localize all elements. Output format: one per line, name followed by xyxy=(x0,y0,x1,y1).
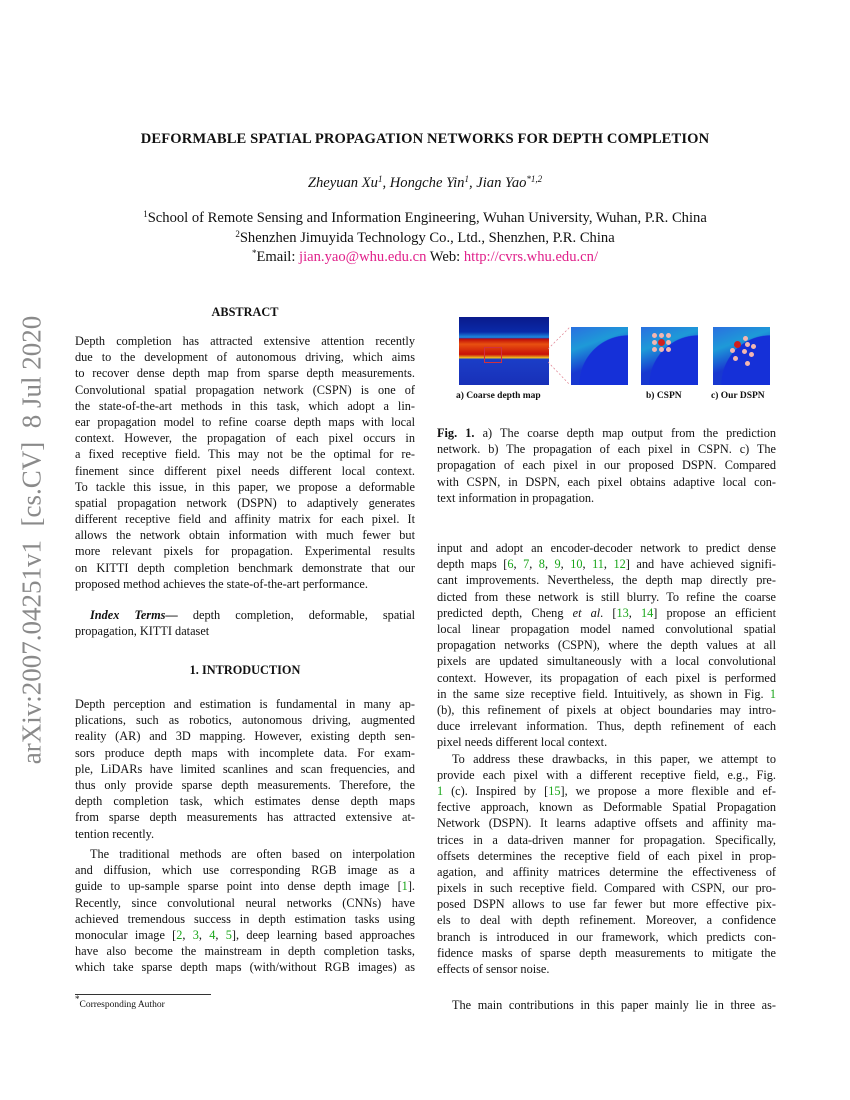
text-line: from sparse depth measurements has attracted extensive at- xyxy=(75,810,415,825)
affiliation-1 xyxy=(0,210,850,227)
citation-link[interactable]: 4 xyxy=(209,927,216,942)
body-paragraph-3 xyxy=(437,997,776,1013)
citation-link[interactable]: 14 xyxy=(640,605,654,620)
text-line: more relevant pixels for propagation. Experimental results xyxy=(75,544,415,559)
text-line: 1 (c). Inspired by [15], we propose a more flexible and ef- xyxy=(437,783,776,798)
text-line: branch is introduced in our framework, which predicts con- xyxy=(437,929,776,944)
separator: , xyxy=(468,175,477,191)
caption-line: propagation of each pixel in our proposed DSPN. Compared xyxy=(437,458,776,473)
caption-line xyxy=(437,425,776,441)
text-line: sors produce depth maps with incomplete data. For exam- xyxy=(75,745,415,760)
index-terms-line xyxy=(75,607,415,623)
body-paragraph-1 xyxy=(437,540,776,750)
text-line: pixels are updated simultaneously with a local convolutional xyxy=(437,654,776,669)
citation-link[interactable]: 15 xyxy=(548,783,561,798)
footnote-rule xyxy=(75,994,211,995)
affiliation-text: School of Remote Sensing and Information Engineering, Wuhan University, Wuhan, P.R. China xyxy=(147,210,707,226)
citation-link[interactable]: 7 xyxy=(523,557,530,572)
text-line: input and adopt an encoder-decoder network to predict dense xyxy=(437,541,776,555)
figure-caption xyxy=(437,425,776,506)
coarse-depth-map-image xyxy=(459,317,549,385)
text-line: ear propagation model to refine coarse depth maps with local xyxy=(75,414,415,429)
text-line: plications, such as robotics, autonomous driving, augmented xyxy=(75,713,415,728)
caption-line: with CSPN, in DSPN, each pixel obtains adaptive local con- xyxy=(437,474,776,489)
text-line: ple, LiDARs have limited scanlines and scan frequencies, and xyxy=(75,761,415,776)
text-line: have also become the mainstream in depth completion tasks, xyxy=(75,944,415,959)
contact-line xyxy=(0,249,850,266)
text-line: predicted depth, Cheng et al. [13, 14] propose an efficient xyxy=(437,605,776,620)
text-line: depth completion task, which estimates dense depth maps xyxy=(75,794,415,809)
index-terms-text: depth completion, deformable, spatial xyxy=(177,608,415,622)
footnote-mark: * xyxy=(75,994,80,1004)
dspn-crop-image xyxy=(713,327,770,385)
text-line: a fixed receptive field. This may not be the optimal for re- xyxy=(75,447,415,462)
figure-link[interactable]: 1 xyxy=(769,686,776,701)
cspn-crop-image xyxy=(641,327,698,385)
web-label: Web: xyxy=(426,249,464,265)
caption-text: a) The coarse depth map output from the prediction xyxy=(474,426,776,440)
text-line: fective approach, known as Deformable Spatial Propagation xyxy=(437,800,776,815)
citation-link[interactable]: 3 xyxy=(192,927,199,942)
text-line: pixel needs different local context. xyxy=(437,735,608,750)
abstract-body xyxy=(75,333,415,592)
text-line: context. However, its propagation of each pixel is performed xyxy=(437,670,776,685)
text-line: propagation networks (CSPN), where the depth values at all xyxy=(437,638,776,653)
web-link[interactable]: http://cvrs.whu.edu.cn/ xyxy=(463,249,599,265)
index-terms-line: propagation, KITTI dataset xyxy=(75,624,210,639)
citation-link[interactable]: 13 xyxy=(616,605,629,620)
affiliation-mark: 1 xyxy=(143,209,148,219)
citation-link[interactable]: 2 xyxy=(176,927,183,942)
affiliation-mark: 2 xyxy=(235,229,240,239)
intro-paragraph-2 xyxy=(75,846,415,976)
text-line: different receptive field and affinity matrix for each pixel. It xyxy=(75,512,415,527)
subfigure-caption-a: a) Coarse depth map xyxy=(456,391,541,401)
caption-line: network. b) The propagation of each pixel in CSPN. c) The xyxy=(437,442,776,457)
text-line: guide to up-sample sparse point into dense depth image [1]. xyxy=(75,879,415,894)
text-line: tention recently. xyxy=(75,826,155,841)
citation-link[interactable]: 6 xyxy=(507,557,514,572)
paper-title: DEFORMABLE SPATIAL PROPAGATION NETWORKS FOR DEPTH COMPLETION xyxy=(140,131,710,147)
text-line: Depth completion has attracted extensive attention recently xyxy=(75,334,415,348)
footnote-text: Corresponding Author xyxy=(79,1000,165,1010)
text-line: Depth perception and estimation is fundamental in many ap- xyxy=(75,697,415,711)
figure-link[interactable]: 1 xyxy=(437,783,444,798)
text-line: reality (AR) and 3D mapping. However, existing depth sen- xyxy=(75,729,415,744)
subfigure-caption-c: c) Our DSPN xyxy=(711,391,765,401)
text-line: in the same size receptive field. Intuitively, as shown in Fig. 1 xyxy=(437,686,776,701)
text-line: to recover dense depth map from sparse depth measurements. xyxy=(75,366,415,381)
text-line: monocular image [2, 3, 4, 5], deep learning based approaches xyxy=(75,927,415,942)
text-line: finement since different pixel needs different local context. xyxy=(75,463,415,478)
text-line: To tackle this issue, in this paper, we propose a deformable xyxy=(75,479,415,494)
text-line: To address these drawbacks, in this paper, we attempt to xyxy=(452,751,776,766)
text-line: The main contributions in this paper mainly lie in three as- xyxy=(452,998,776,1012)
caption-line: text information in propagation. xyxy=(437,490,595,505)
introduction-heading: 1. INTRODUCTION xyxy=(189,663,301,677)
text-line: dicted from these network is still blurry. To refine the coarse xyxy=(437,589,776,604)
text-line: achieved tremendous success in depth estimation tasks using xyxy=(75,911,415,926)
citation-link[interactable]: 9 xyxy=(554,557,561,572)
text-line: Convolutional spatial propagation network (CSPN) is one of xyxy=(75,382,415,397)
author: Jian Yao xyxy=(476,175,527,191)
author: Hongche Yin xyxy=(389,175,465,191)
author-affiliation-mark: *1,2 xyxy=(526,174,543,184)
zoom-region-box xyxy=(484,347,502,363)
text-line: Network (DSPN). It learns adaptive offsets and affinity ma- xyxy=(437,816,776,831)
text-line: which take sparse depth maps (with/without RGB images) as xyxy=(75,960,415,975)
zoom-lines xyxy=(548,317,572,387)
text-line: allows the network obtain information with much fewer but xyxy=(75,528,415,543)
separator: , xyxy=(382,175,390,191)
text-line: els to deal with depth refinement. Moreover, a confidence xyxy=(437,913,776,928)
text-line: Recently, since convolutional neural networks (CNNs) have xyxy=(75,895,415,910)
text-line: proposed method achieves the state-of-the-art performance. xyxy=(75,576,368,591)
text-line: (b), this refinement of pixels at object boundaries may intro- xyxy=(437,702,776,717)
text-line: duce irrelevant information. Thus, depth refinement of each xyxy=(437,719,776,734)
text-line: the state-of-the-art methods in this task, which adopt a lin- xyxy=(75,398,415,413)
text-line: pixels in such receptive field. Compared with CSPN, our pro- xyxy=(437,881,776,896)
text-line: context. However, the propagation of each pixel occurs in xyxy=(75,431,415,446)
text-line: cant improvements. Nevertheless, the depth map directly pre- xyxy=(437,573,776,588)
text-line: and diffusion, which use corresponding RGB image as a xyxy=(75,863,415,878)
text-line: agation, and affinity matrices determine the effectiveness of xyxy=(437,864,776,879)
text-line: effects of sensor noise. xyxy=(437,962,550,977)
subfigure-caption-b: b) CSPN xyxy=(646,391,682,401)
body-paragraph-2 xyxy=(437,751,776,978)
author-affiliation-mark: 1 xyxy=(464,174,469,184)
index-terms xyxy=(75,607,415,639)
citation-link[interactable]: 12 xyxy=(613,557,626,572)
citation-link[interactable]: 5 xyxy=(225,927,232,942)
text-line: due to the development of autonomous driving, which aims xyxy=(75,350,415,365)
text-line: fidence masks of sparse depth measurements to mitigate the xyxy=(437,945,776,960)
text-line: on KITTI depth completion benchmark demonstrate that our xyxy=(75,560,415,575)
citation-link[interactable]: 10 xyxy=(570,557,583,572)
email-link[interactable]: jian.yao@whu.edu.cn xyxy=(299,249,427,265)
affiliation-2 xyxy=(0,230,850,247)
arxiv-identifier: arXiv:2007.04251v1 [cs.CV] 8 Jul 2020 xyxy=(16,315,47,765)
citation-link[interactable]: 11 xyxy=(592,557,604,572)
text-line: posed DSPN allows to use far fewer but more effective pix- xyxy=(437,897,776,912)
author: Zheyuan Xu xyxy=(307,175,378,191)
text-line: spatial propagation network (DSPN) to adaptively generates xyxy=(75,495,415,510)
footnote xyxy=(75,994,165,1010)
zoomed-crop-image xyxy=(571,327,628,385)
text-line: provide each pixel with a different receptive field, e.g., Fig. xyxy=(437,767,776,782)
text-line: local linear propagation model named convolutional spatial xyxy=(437,621,776,636)
text-line: The traditional methods are often based on interpolation xyxy=(90,847,415,861)
contact-mark: * xyxy=(251,248,257,258)
text-line: trices in a data-driven manner for propagation. Specifically, xyxy=(437,832,776,847)
abstract-heading: ABSTRACT xyxy=(211,305,279,319)
author-list xyxy=(0,175,850,192)
text-line: offsets determines the receptive field of each pixel in prop- xyxy=(437,848,776,863)
citation-link[interactable]: 1 xyxy=(401,879,408,894)
citation-link[interactable]: 8 xyxy=(538,557,545,572)
email-label: Email: xyxy=(256,249,300,265)
index-terms-label: Index Terms— xyxy=(90,608,178,622)
text-line: thus only provide sparse depth measurements. Therefore, the xyxy=(75,777,415,792)
figure-label: Fig. 1. xyxy=(437,426,475,440)
author-affiliation-mark: 1 xyxy=(377,174,383,184)
affiliation-text: Shenzhen Jimuyida Technology Co., Ltd., Shenzhen, P.R. China xyxy=(239,230,615,246)
text-line: depth maps [6, 7, 8, 9, 10, 11, 12] and have achieved signifi- xyxy=(437,557,776,572)
intro-paragraph-1 xyxy=(75,696,415,842)
